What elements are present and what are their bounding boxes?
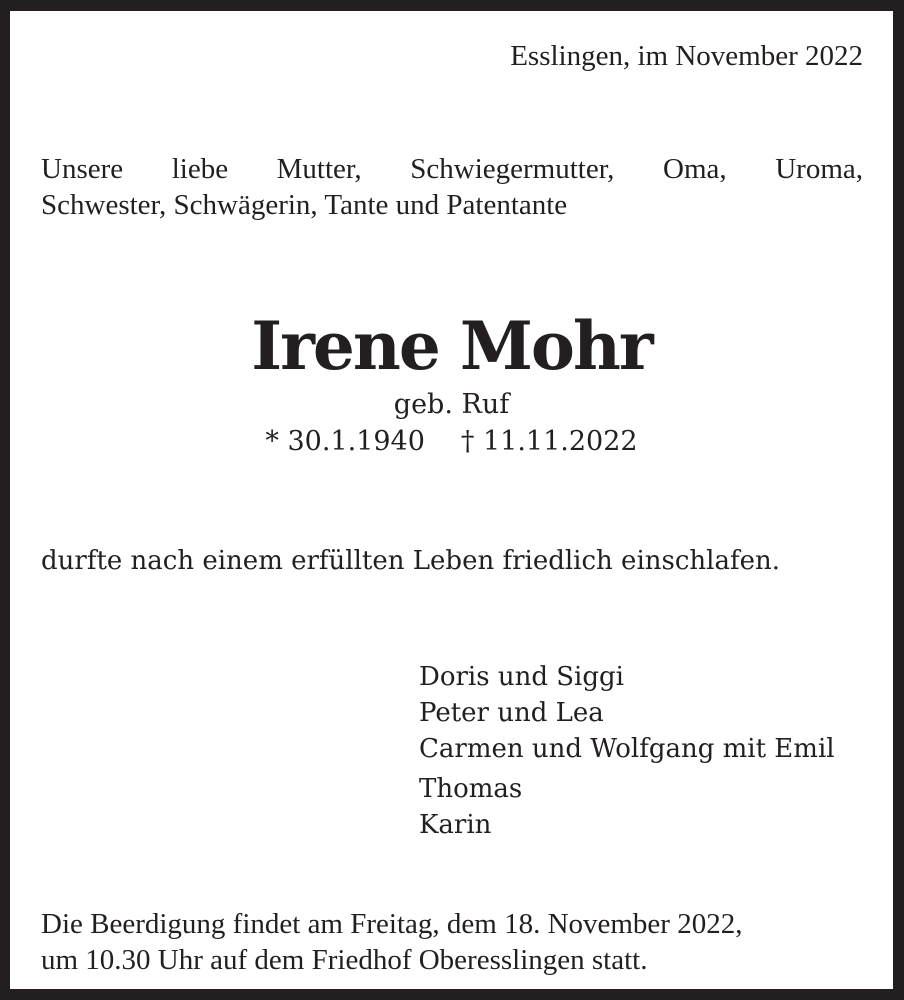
funeral-line-1: Die Beerdigung findet am Freitag, dem 18. November 2022, bbox=[41, 908, 743, 940]
deceased-name: Irene Mohr bbox=[251, 307, 652, 385]
mourner-entry: Thomas bbox=[419, 774, 523, 804]
mourner-entry: Peter und Lea bbox=[419, 698, 604, 728]
funeral-info bbox=[41, 906, 742, 978]
mourners-group-2 bbox=[419, 771, 835, 843]
life-dates bbox=[10, 425, 893, 459]
intro-text bbox=[41, 151, 863, 223]
intro-line-2: Schwester, Schwägerin, Tante und Patentante bbox=[41, 189, 568, 221]
statement-text: durfte nach einem erfüllten Leben friedlich einschlafen. bbox=[41, 546, 780, 576]
mourners-group-1 bbox=[419, 659, 835, 767]
mourner-entry: Carmen und Wolfgang mit Emil bbox=[419, 734, 835, 764]
mourners-list bbox=[419, 659, 835, 847]
death-date: † 11.11.2022 bbox=[460, 426, 638, 457]
obituary-notice bbox=[10, 11, 893, 989]
intro-line-1: Unsere liebe Mutter, Schwiegermutter, Oma, Uroma, bbox=[41, 153, 863, 185]
birth-name: geb. Ruf bbox=[393, 389, 510, 420]
place-date: Esslingen, im November 2022 bbox=[510, 40, 863, 72]
mourner-entry: Karin bbox=[419, 810, 492, 840]
funeral-line-2: um 10.30 Uhr auf dem Friedhof Oberesslingen statt. bbox=[41, 944, 648, 976]
mourner-entry: Doris und Siggi bbox=[419, 662, 624, 692]
birth-date: * 30.1.1940 bbox=[265, 426, 425, 457]
